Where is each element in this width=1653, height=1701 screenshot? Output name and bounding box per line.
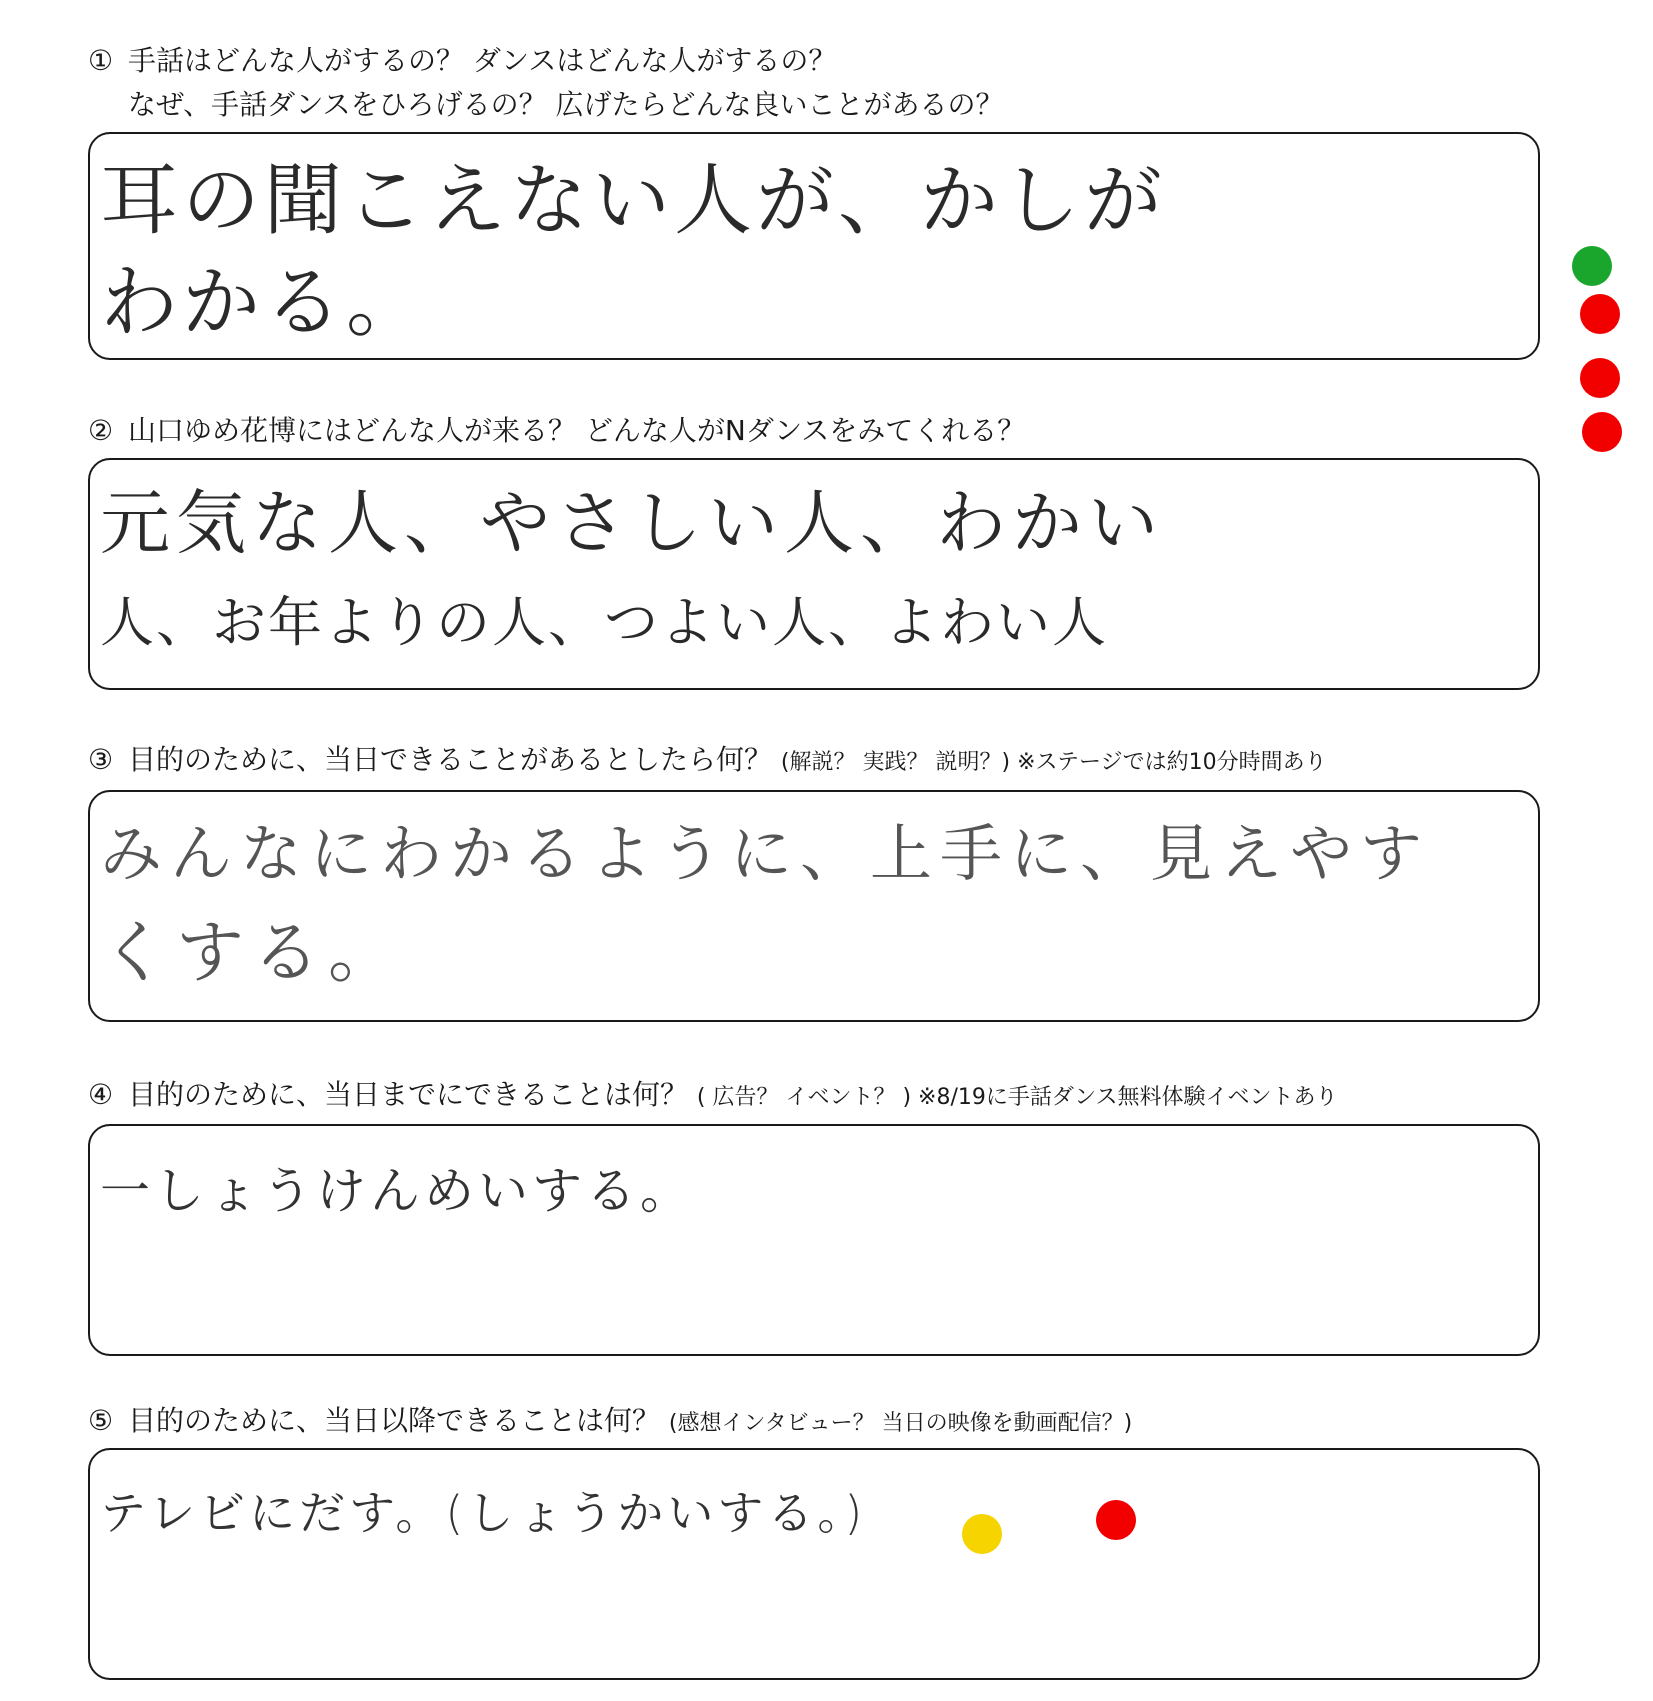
question-1-number: ① [88, 44, 114, 77]
question-4-number: ④ [88, 1078, 114, 1111]
question-4-text: 目的のために、当日までにできることは何？ [128, 1078, 689, 1111]
answer-3-line2: くする。 [100, 914, 405, 993]
question-2-number: ② [88, 414, 114, 447]
question-4-note: ( 広告？ イベント？ ) ※8/19に手話ダンス無料体験イベントあり [696, 1085, 1338, 1110]
question-5 [88, 1398, 1132, 1447]
answer-3-line1: みんなにわかるように、上手に、見えやす [100, 817, 1431, 890]
question-3 [88, 737, 1327, 786]
question-3-text: 目的のために、当日できることがあるとしたら何？ [128, 743, 773, 776]
question-5-text: 目的のために、当日以降できることは何？ [128, 1404, 661, 1437]
red-sticker-dot [1580, 294, 1620, 334]
red-sticker-dot [1580, 358, 1620, 398]
question-1-line2: なぜ、手話ダンスをひろげるの？ 広げたらどんな良いことがあるの？ [128, 88, 1004, 121]
yellow-sticker-dot [962, 1514, 1002, 1554]
question-4 [88, 1072, 1337, 1121]
answer-1-line1: 耳の聞こえない人が、かしが [100, 156, 1167, 246]
question-5-note: (感想インタビュー？ 当日の映像を動画配信？) [668, 1411, 1133, 1436]
question-2-text: 山口ゆめ花博にはどんな人が来る？ どんな人がNダンスをみてくれる？ [128, 414, 1026, 447]
answer-5-line1: テレビにだす。(しょうかいする。) [100, 1486, 867, 1540]
question-1 [88, 38, 836, 84]
question-3-note: (解説？ 実践？ 説明？) ※ステージでは約10分時間あり [780, 750, 1327, 775]
red-sticker-dot [1096, 1500, 1136, 1540]
answer-1-line2: わかる。 [100, 258, 429, 348]
question-5-number: ⑤ [88, 1404, 114, 1437]
question-2 [88, 408, 1025, 454]
answer-2-line2: 人、お年よりの人、つよい人、よわい人 [100, 591, 1108, 654]
green-sticker-dot [1572, 246, 1612, 286]
question-3-number: ③ [88, 743, 114, 776]
answer-4-line1: 一しょうけんめいする。 [100, 1162, 694, 1220]
red-sticker-dot [1582, 412, 1622, 452]
question-1-text: 手話はどんな人がするの？ ダンスはどんな人がするの？ [128, 44, 837, 77]
answer-2-line1: 元気な人、やさしい人、わかい [100, 482, 1164, 564]
